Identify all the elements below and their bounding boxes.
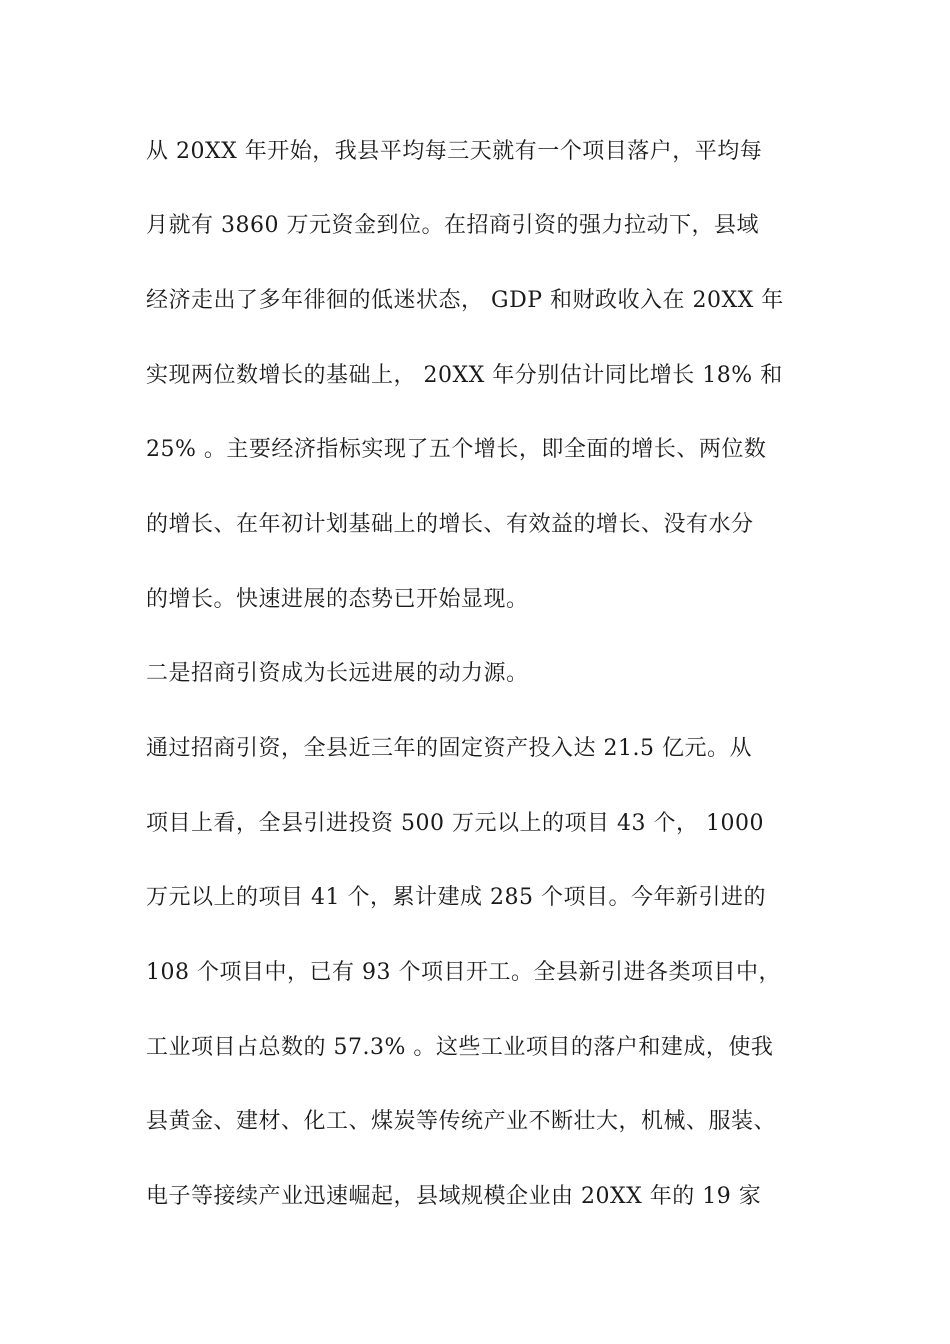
text-line: 108 个项目中，已有 93 个项目开工。全县新引进各类项目中， <box>146 960 781 985</box>
text-line: 从 20XX 年开始，我县平均每三天就有一个项目落户，平均每 <box>146 139 763 164</box>
text-line: 经济走出了多年徘徊的低迷状态， GDP 和财政收入在 20XX 年 <box>146 288 784 313</box>
text-line: 月就有 3860 万元资金到位。在招商引资的强力拉动下，县域 <box>146 213 759 238</box>
text-line: 县黄金、建材、化工、煤炭等传统产业不断壮大，机械、服装、 <box>146 1109 777 1134</box>
text-line: 的增长。快速进展的态势已开始显现。 <box>146 587 529 612</box>
section-heading: 二是招商引资成为长远进展的动力源。 <box>146 661 529 686</box>
text-line: 实现两位数增长的基础上， 20XX 年分别估计同比增长 18% 和 <box>146 363 783 388</box>
text-line: 的增长、在年初计划基础上的增长、有效益的增长、没有水分 <box>146 512 754 537</box>
text-line: 通过招商引资，全县近三年的固定资产投入达 21.5 亿元。从 <box>146 736 752 761</box>
text-line: 电子等接续产业迅速崛起，县域规模企业由 20XX 年的 19 家 <box>146 1184 762 1209</box>
text-line: 万元以上的项目 41 个，累计建成 285 个项目。今年新引进的 <box>146 885 766 910</box>
text-line: 工业项目占总数的 57.3% 。这些工业项目的落户和建成，使我 <box>146 1035 774 1060</box>
text-line: 25% 。主要经济指标实现了五个增长，即全面的增长、两位数 <box>146 437 767 462</box>
text-line: 项目上看，全县引进投资 500 万元以上的项目 43 个， 1000 <box>146 811 764 836</box>
